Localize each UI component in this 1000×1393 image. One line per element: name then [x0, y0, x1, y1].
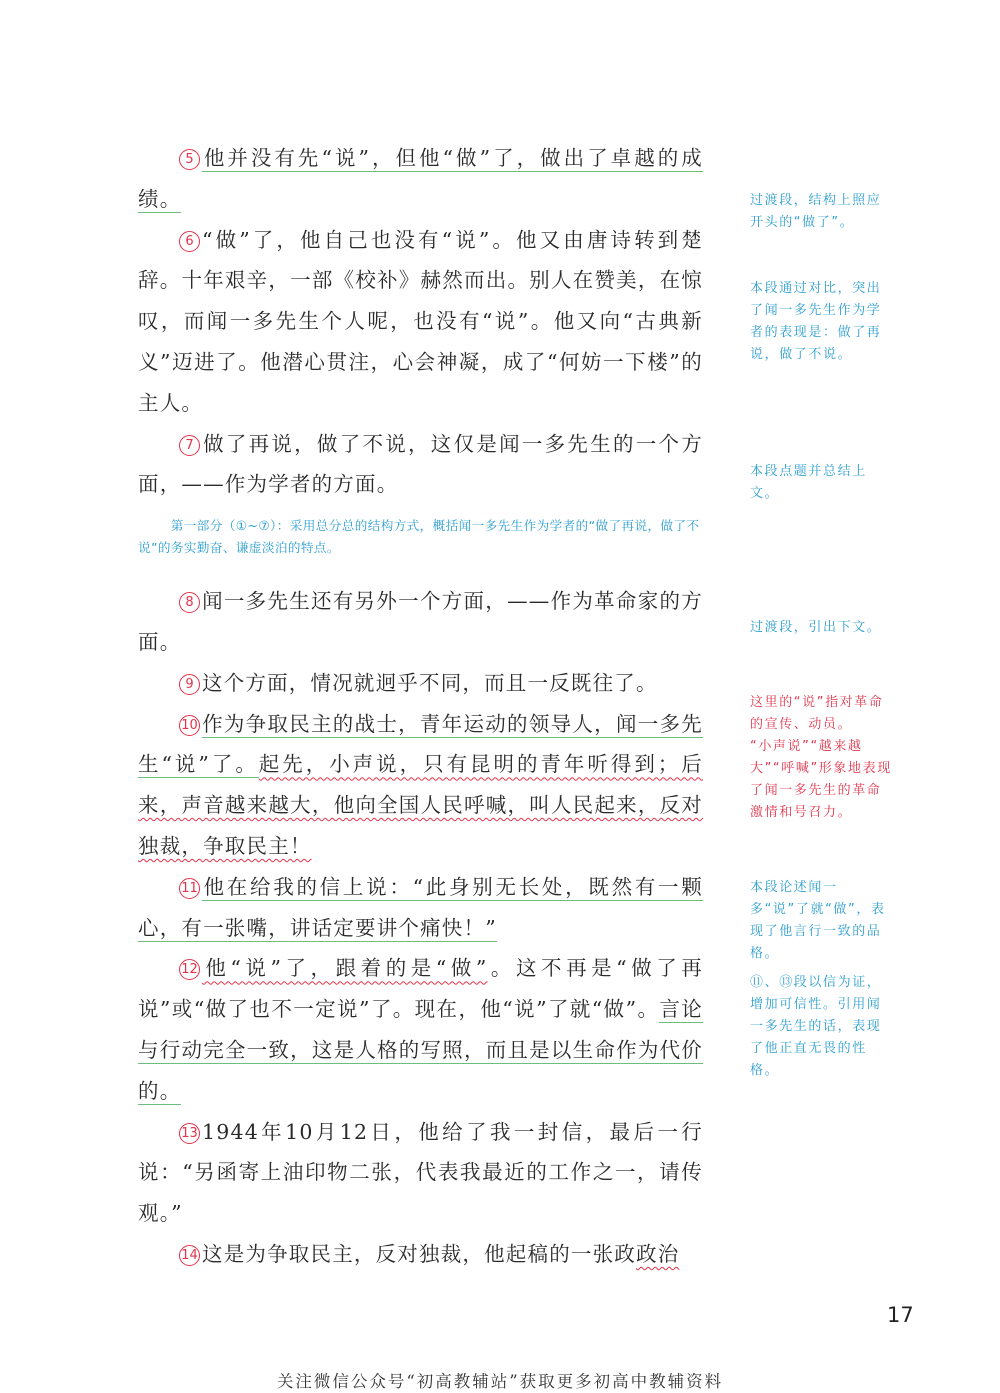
paragraph-8	[138, 581, 703, 663]
part-summary: 第一部分（①~⑦）：采用总分总的结构方式，概括闻一多先生作为学者的“做了再说，做了不说”的务实勤奋、谦虚淡泊的特点。	[138, 518, 700, 556]
paragraph-10	[138, 704, 703, 867]
paragraph-number: 13	[179, 1123, 200, 1144]
green-underline-text: 作为争取民主的战士，青年运动的领导人，闻一多先生“说”了。	[138, 711, 703, 777]
paragraph-9	[138, 663, 703, 704]
paragraph-14	[138, 1234, 703, 1275]
paragraph-6	[138, 220, 703, 424]
paragraph-number: 7	[179, 435, 200, 456]
green-underline-text: 他并没有先“说”，但他“做”了，做出了卓越的成绩。	[138, 146, 703, 211]
red-wavy-underline-text: 政治	[636, 1241, 680, 1266]
paragraph-7	[138, 424, 703, 506]
red-wavy-underline-text: 起先，小声说，只有昆明的青年听得到；后来，声音越来越大，他向全国人民呼喊，叫人民起来，反对独裁，争取民主！	[138, 752, 703, 858]
side-note-revolution	[750, 692, 892, 824]
paragraph-number: 8	[179, 592, 200, 613]
side-note-contrast: 本段通过对比，突出了闻一多先生作为学者的表现是：做了再说，做了不说。	[750, 281, 882, 362]
side-note-text: 这里的“说”指对革命的宣传、动员。	[750, 695, 884, 732]
green-underline-text: 言论与行动完全一致，这是人格的写照，而且是以生命作为代价的。	[138, 997, 703, 1103]
paragraph-number: 11	[179, 878, 200, 899]
paragraph-13	[138, 1112, 703, 1234]
paragraph-text: 闻一多先生还有另外一个方面，——作为革命家的方面。	[138, 589, 703, 654]
page-number: 17	[887, 1303, 914, 1327]
side-note-evidence: ⑪、⑬段以信为证，增加可信性。引用闻一多先生的话，表现了他正直无畏的性格。	[750, 975, 882, 1078]
footer-text: 关注微信公众号“初高教辅站”获取更多初高中教辅资料	[276, 1372, 724, 1391]
paragraph-11	[138, 867, 703, 949]
paragraph-number: 6	[179, 231, 200, 252]
paragraph-text: 。这不再是“做了再说”或“做了也不一定说”了。现在，他“说”了就“做”。	[138, 956, 704, 1022]
main-text	[138, 138, 703, 1275]
paragraph-12	[138, 948, 703, 1111]
side-note-text: “小声说”“越来越大”“呼喊”形象地表现了闻一多先生的革命激情和号召力。	[750, 739, 892, 820]
paragraph-number: 12	[179, 959, 200, 980]
paragraph-text: 这个方面，情况就迥乎不同，而且一反既往了。	[202, 670, 658, 695]
paragraph-text: 1944年10月12日，他给了我一封信，最后一行说：“另函寄上油印物二张，代表我最近的工作之一，请传观。”	[138, 1119, 703, 1226]
paragraph-number: 10	[179, 715, 200, 736]
red-wavy-underline-text: 他“说”了，跟着的是“做”	[202, 956, 488, 981]
paragraph-number: 5	[179, 149, 200, 170]
paragraph-text: 做了再说，做了不说，这仅是闻一多先生的一个方面，——作为学者的方面。	[138, 431, 703, 497]
side-note-character: 本段论述闻一多“说”了就“做”，表现了他言行一致的品格。	[750, 880, 886, 961]
paragraph-text: 这是为争取民主，反对独裁，他起稿的一张政	[202, 1241, 636, 1266]
paragraph-5	[138, 138, 703, 220]
paragraph-number: 14	[179, 1245, 200, 1266]
side-note-transition-1: 过渡段，结构上照应开头的“做了”。	[750, 193, 882, 230]
green-underline-text: 他在给我的信上说：“此身别无长处，既然有一颗心，有一张嘴，讲话定要讲个痛快！”	[138, 874, 703, 940]
paragraph-text: “做”了，他自己也没有“说”。他又由唐诗转到楚辞。十年艰辛，一部《校补》赫然而出。别人在赞美，在惊叹，而闻一多先生个人呢，也没有“说”。他又向“古典新义”迈进了。他潜心贯注，心会神凝，成了“何妨一下楼”的主人。	[138, 227, 703, 415]
side-note-theme: 本段点题并总结上文。	[750, 464, 867, 501]
paragraph-number: 9	[179, 674, 200, 695]
side-note-transition-2: 过渡段，引出下文。	[750, 620, 882, 635]
